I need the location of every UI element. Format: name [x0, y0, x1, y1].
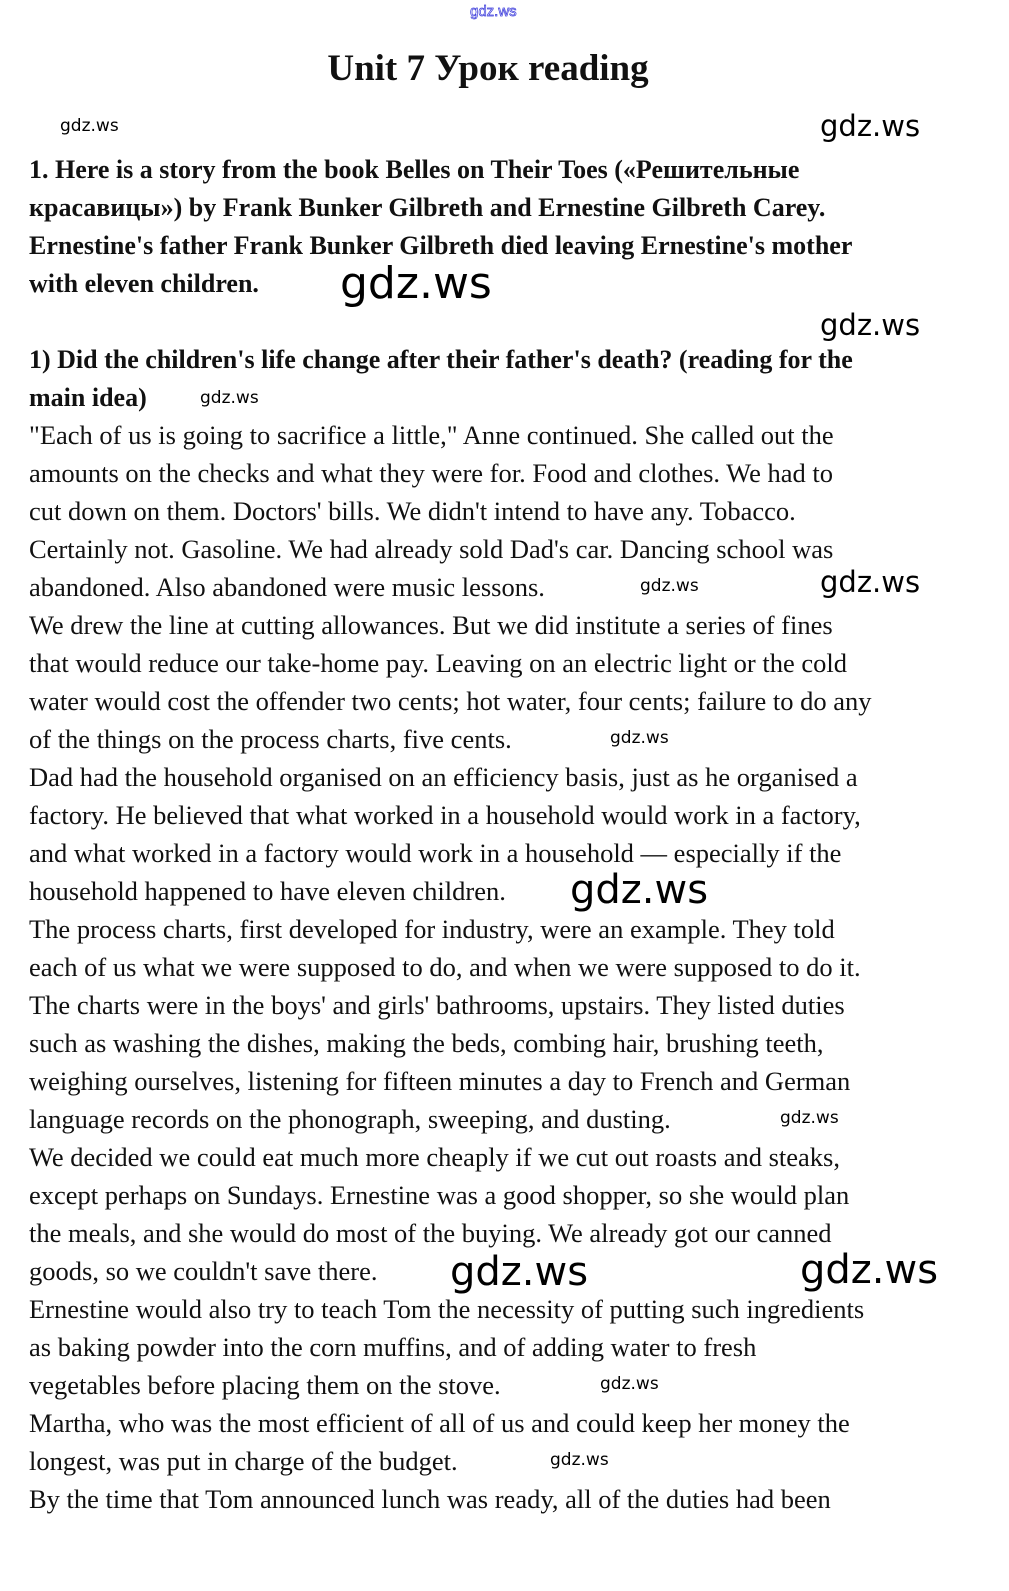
task-heading-line: Ernestine's father Frank Bunker Gilbreth died leaving Ernestine's mother	[29, 231, 853, 260]
watermark: gdz.ws	[780, 1108, 839, 1128]
story-line: We drew the line at cutting allowances. But we did institute a series of fines	[29, 610, 833, 640]
question-line: main idea)	[29, 383, 147, 412]
watermark: gdz.ws	[600, 1374, 659, 1394]
story-line: cut down on them. Doctors' bills. We didn't intend to have any. Tobacco.	[29, 496, 796, 526]
task-heading-line: 1. Here is a story from the book Belles on Their Toes («Решительные	[29, 155, 800, 184]
story-line: Certainly not. Gasoline. We had already sold Dad's car. Dancing school was	[29, 534, 834, 564]
watermark: gdz.ws	[820, 565, 921, 599]
story-line: language records on the phonograph, sweeping, and dusting.	[29, 1104, 671, 1134]
watermark: gdz.ws	[640, 576, 699, 596]
story-line: weighing ourselves, listening for fifteen minutes a day to French and German	[29, 1066, 851, 1096]
story-line: of the things on the process charts, five cents.	[29, 724, 512, 754]
watermark: gdz.ws	[60, 116, 119, 136]
story-line: such as washing the dishes, making the beds, combing hair, brushing teeth,	[29, 1028, 824, 1058]
story-line: factory. He believed that what worked in a household would work in a factory,	[29, 800, 861, 830]
story-line: We decided we could eat much more cheaply if we cut out roasts and steaks,	[29, 1142, 840, 1172]
story-line: Martha, who was the most efficient of all of us and could keep her money the	[29, 1408, 850, 1438]
page-title: Unit 7 Урок reading	[327, 48, 649, 89]
watermark: gdz.ws	[800, 1247, 939, 1293]
story-line: the meals, and she would do most of the buying. We already got our canned	[29, 1218, 832, 1248]
watermark: gdz.ws	[820, 109, 921, 143]
story-line: The charts were in the boys' and girls' bathrooms, upstairs. They listed duties	[29, 990, 845, 1020]
story-line: each of us what we were supposed to do, and when we were supposed to do it.	[29, 952, 861, 982]
question-line: 1) Did the children's life change after their father's death? (reading for the	[29, 345, 853, 374]
watermark: gdz.ws	[340, 258, 492, 309]
story-line: except perhaps on Sundays. Ernestine was a good shopper, so she would plan	[29, 1180, 850, 1210]
watermark-top: gdz.ws	[470, 3, 517, 20]
watermark: gdz.ws	[450, 1249, 589, 1295]
story-line: longest, was put in charge of the budget.	[29, 1446, 458, 1476]
task-heading-line: красавицы») by Frank Bunker Gilbreth and Ernestine Gilbreth Carey.	[29, 193, 826, 222]
story-line: that would reduce our take-home pay. Leaving on an electric light or the cold	[29, 648, 848, 678]
story-line: "Each of us is going to sacrifice a little," Anne continued. She called out the	[29, 420, 834, 450]
story-line: goods, so we couldn't save there.	[29, 1256, 378, 1286]
watermark: gdz.ws	[550, 1450, 609, 1470]
story-line: abandoned. Also abandoned were music lessons.	[29, 572, 545, 602]
story-line: By the time that Tom announced lunch was ready, all of the duties had been	[29, 1484, 831, 1514]
watermark: gdz.ws	[200, 388, 259, 408]
watermark: gdz.ws	[820, 308, 921, 342]
task-heading-line: with eleven children.	[29, 269, 259, 298]
story-line: vegetables before placing them on the stove.	[29, 1370, 501, 1400]
story-line: Dad had the household organised on an efficiency basis, just as he organised a	[29, 762, 858, 792]
story-line: as baking powder into the corn muffins, and of adding water to fresh	[29, 1332, 757, 1362]
watermark: gdz.ws	[610, 728, 669, 748]
story-line: and what worked in a factory would work in a household — especially if the	[29, 838, 842, 868]
story-line: amounts on the checks and what they were for. Food and clothes. We had to	[29, 458, 833, 488]
watermark: gdz.ws	[570, 867, 709, 913]
story-line: The process charts, first developed for industry, were an example. They told	[29, 914, 835, 944]
story-line: water would cost the offender two cents; hot water, four cents; failure to do any	[29, 686, 872, 716]
story-line: household happened to have eleven children.	[29, 876, 506, 906]
story-line: Ernestine would also try to teach Tom the necessity of putting such ingredients	[29, 1294, 865, 1324]
